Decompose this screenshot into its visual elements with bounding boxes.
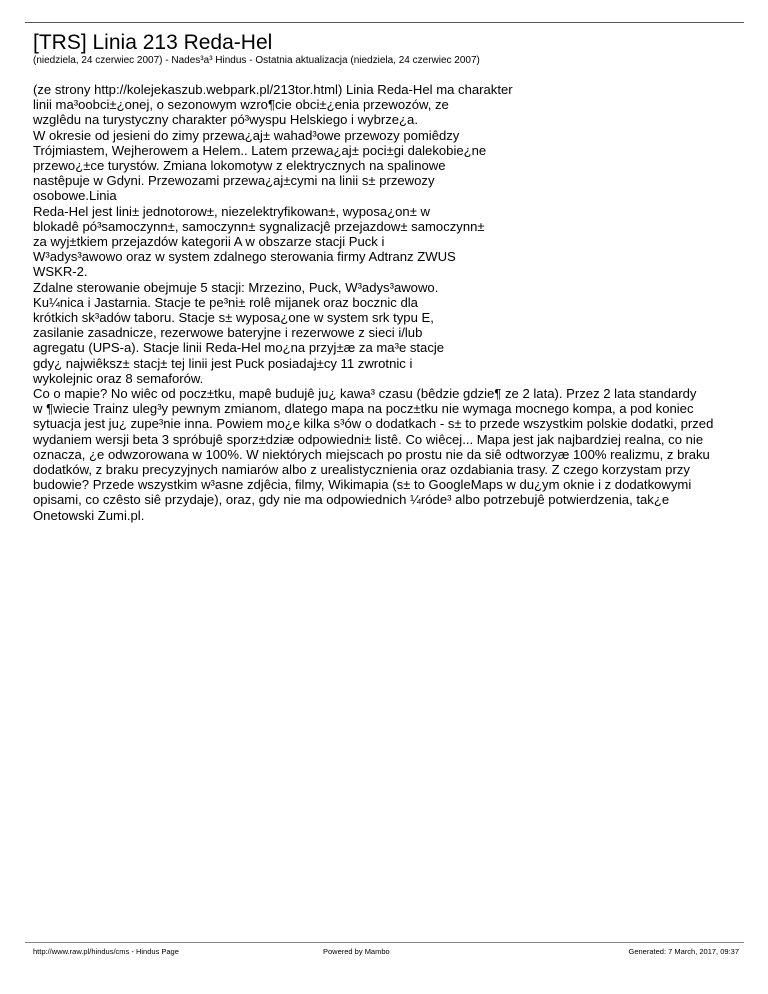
article-meta: (niedziela, 24 czerwiec 2007) - Nades³a³ Hindus - Ostatnia aktualizacja (niedziela, 24 czerwiec 2007) [33, 55, 480, 66]
article-line: w ¶wiecie Trainz uleg³y pewnym zmianom, dlatego mapa na pocz±tku nie wymaga mocnego kompa, a pod koniec [33, 401, 694, 417]
article-line: Onetowski Zumi.pl. [33, 507, 145, 523]
article-line: Trójmiastem, Wejherowem a Helem.. Latem przewa¿aj± poci±gi dalekobie¿ne [33, 142, 487, 158]
article-line: Reda-Hel jest lini± jednotorow±, niezelektryfikowan±, wyposa¿on± w [33, 203, 430, 219]
top-divider [25, 22, 744, 23]
article-line: opisami, co czêsto siê przydaje), oraz, gdy nie ma odpowiednich ¼róde³ albo potrzebujê potwierdzenia, tak¿e [33, 492, 670, 508]
article-line: (ze strony http://kolejekaszub.webpark.pl/213tor.html) Linia Reda-Hel ma charakter [33, 82, 513, 97]
article-line: Ku¼nica i Jastarnia. Stacje te pe³ni± rolê mijanek oraz bocznic dla [33, 294, 418, 310]
article-line: osobowe.Linia [33, 188, 117, 204]
article-line: dodatków, z braku precyzyjnych namiarów albo z urealistycznienia oraz ozdabiania trasy. Z czego korzystam przy [33, 462, 690, 478]
article-line: W³adys³awowo oraz w system zdalnego sterowania firmy Adtranz ZWUS [33, 249, 456, 265]
article-line: blokadê pó³samoczynn±, samoczynn± sygnalizacjê przejazdow± samoczynn± [33, 218, 485, 234]
article-line: wzglêdu na turystyczny charakter pó³wyspu Helskiego i wybrze¿a. [33, 112, 418, 128]
article-body [33, 82, 743, 523]
article-line: WSKR-2. [33, 264, 88, 280]
article-line: nastêpuje w Gdyni. Przewozami przewa¿aj±cymi na linii s± przewozy [33, 173, 435, 189]
article-line: sytuacja jest ju¿ zupe³nie inna. Powiem mo¿e kilka s³ów o dodatkach - s± to przede wszystkim polskie dodatki, przed [33, 416, 714, 432]
footer-source-link: http://www.raw.pl/hindus/cms - Hindus Page [33, 947, 179, 956]
article-line: Zdalne sterowanie obejmuje 5 stacji: Mrzezino, Puck, W³adys³awowo. [33, 279, 439, 295]
footer-divider [25, 942, 744, 943]
article-line: krótkich sk³adów taboru. Stacje s± wyposa¿one w system srk typu E, [33, 310, 434, 326]
article-line: oznacza, ¿e odwzorowana w 100%. W niektórych miejscach po prostu nie da siê odtworzyæ 100% realizmu, z braku [33, 446, 710, 462]
article-line: za wyj±tkiem przejazdów kategorii A w obszarze stacji Puck i [33, 234, 385, 250]
article-line: Co o mapie? No wiêc od pocz±tku, mapê budujê ju¿ kawa³ czasu (bêdzie gdzie¶ ze 2 lata). Przez 2 lata standardy [33, 386, 697, 402]
article-line: linii ma³oobci±¿onej, o sezonowym wzro¶cie obci±¿enia przewozów, ze [33, 97, 449, 113]
footer-generated-date: Generated: 7 March, 2017, 09:37 [628, 947, 739, 956]
article-line: W okresie od jesieni do zimy przewa¿aj± wahad³owe przewozy pomiêdzy [33, 127, 460, 143]
article-line: wykolejnic oraz 8 semaforów. [33, 370, 204, 386]
footer-powered-by: Powered by Mambo [323, 947, 390, 956]
article-line: budowie? Przede wszystkim w³asne zdjêcia, filmy, Wikimapia (s± to GoogleMaps w du¿ym oknie i z dodatkowymi [33, 477, 692, 493]
article-line: przewo¿±ce turystów. Zmiana lokomotyw z elektrycznych na spalinowe [33, 158, 446, 174]
article-line: agregatu (UPS-a). Stacje linii Reda-Hel mo¿na przyj±æ za ma³e stacje [33, 340, 445, 356]
article-line: zasilanie zasadnicze, rezerwowe bateryjne i rezerwowe z sieci i/lub [33, 325, 423, 341]
page-title: [TRS] Linia 213 Reda-Hel [33, 31, 273, 54]
article-line: wydaniem wersji beta 3 spróbujê sporz±dziæ odpowiedni± listê. Co wiêcej... Mapa jest jak najbardziej realna, co nie [33, 431, 704, 447]
article-line: gdy¿ najwiêksz± stacj± tej linii jest Puck posiadaj±cy 11 zwrotnic i [33, 355, 413, 371]
